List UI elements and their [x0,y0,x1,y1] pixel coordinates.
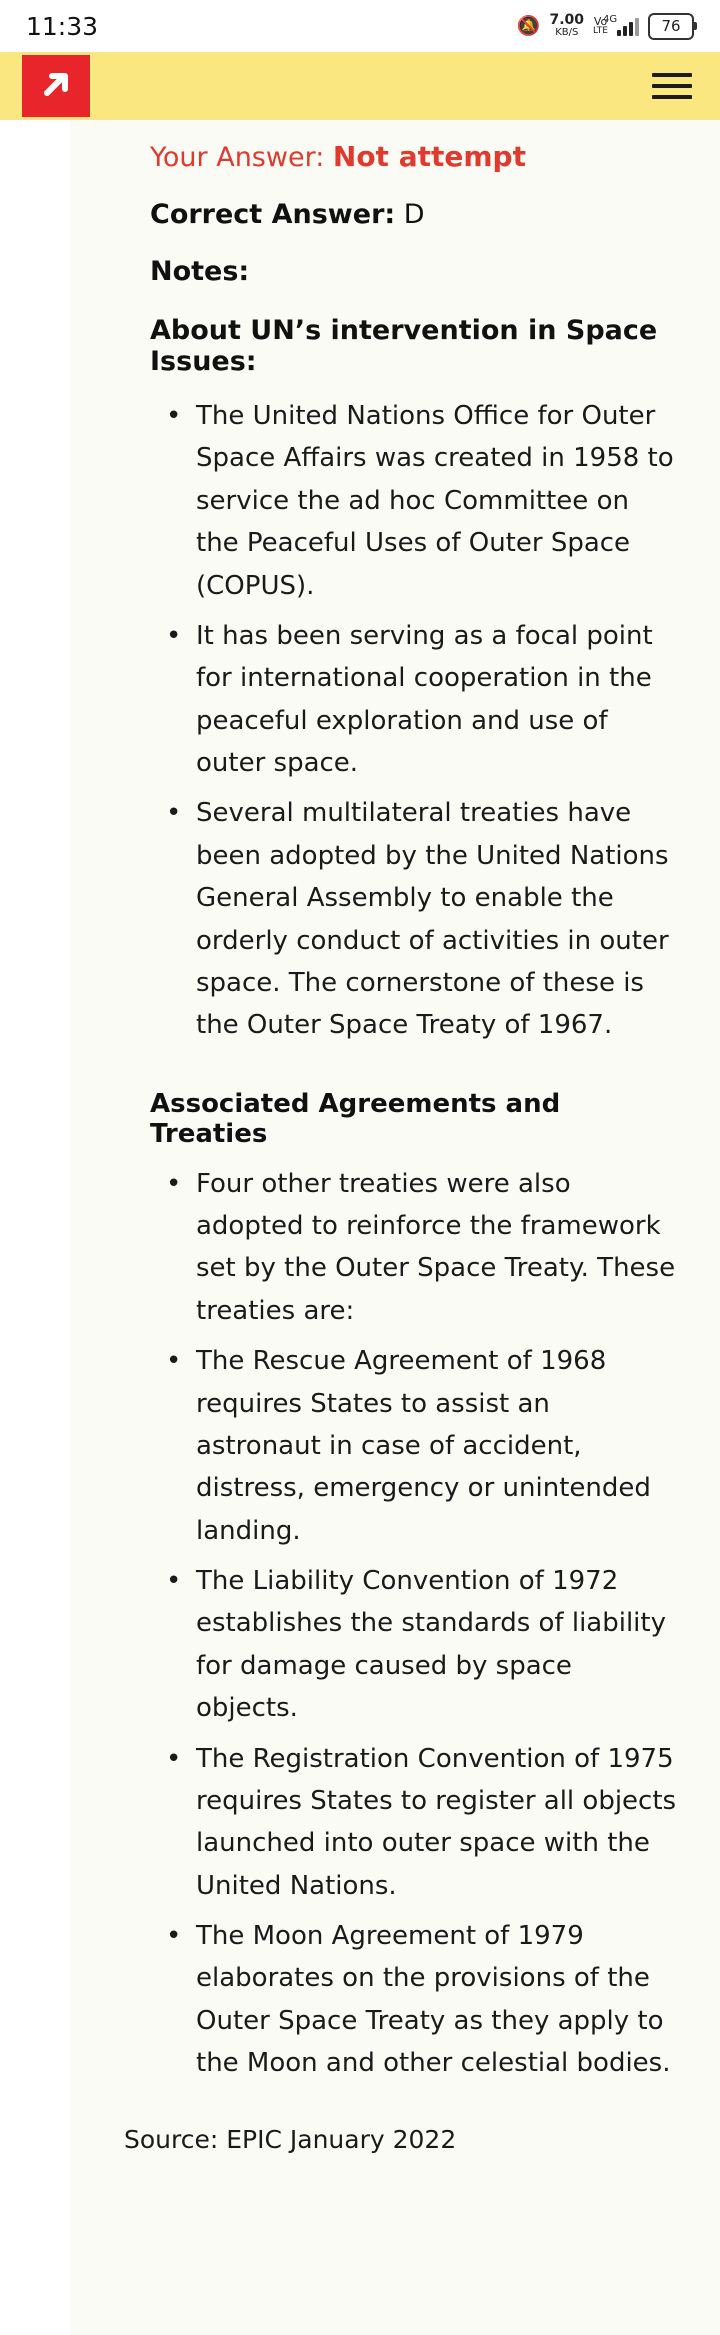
section-title-associated-agreements: Associated Agreements and Treaties [150,1088,561,1149]
network-speed-value: 7.00 [549,12,585,29]
correct-answer-value: D [403,199,425,230]
hamburger-menu-icon[interactable] [652,73,692,99]
app-header-bar [0,52,720,120]
menu-line [652,73,692,77]
signal-strength-icon [603,14,639,36]
list-item: • The Liability Convention of 1972 establishes the standards of liability for damage caused by space objects. [196,1560,678,1730]
list-item: • Four other treaties were also adopted to reinforce the framework set by the Outer Space Treaty. These treaties are: [196,1163,678,1333]
your-answer-label: Your Answer: [150,142,325,173]
signal-bar [617,30,621,36]
network-type-label: 4G [603,14,618,25]
list-item: • Several multilateral treaties have been adopted by the United Nations General Assembly to enable the orderly conduct of activities in outer space. The cornerstone of these is the Outer Space Treaty of 1967. [196,792,678,1046]
volte-bottom-label: LTE [593,26,608,37]
list-item: • The Registration Convention of 1975 requires States to register all objects launched into outer space with the United Nations. [196,1738,678,1908]
network-speed-unit: KB/S [555,27,579,39]
notes-label: Notes: [150,256,250,287]
battery-level: 76 [661,17,681,35]
menu-line [652,95,692,99]
list-item: • The Rescue Agreement of 1968 requires States to assist an astronaut in case of accident, distress, emergency or unintended landing. [196,1340,678,1552]
menu-line [652,84,692,88]
your-answer-row [150,140,678,173]
your-answer-value: Not attempt [332,140,526,173]
status-bar [0,0,720,52]
correct-answer-label: Correct Answer: [150,199,396,230]
bell-mute-icon: 🔕 [516,14,541,37]
question-explanation-panel [68,120,720,2335]
arrow-up-right-logo[interactable] [22,55,90,117]
correct-answer-row [150,199,678,230]
section-1-bullet-list [150,395,678,1047]
battery-icon [648,13,694,40]
source-text: Source: EPIC January 2022 [124,2124,457,2154]
section-2-bullet-list [150,1163,678,2085]
status-time: 11:33 [26,11,99,41]
volte-top-label: Vo [593,14,608,28]
signal-bar [629,22,633,36]
section-title-un-intervention: About UN’s intervention in Space Issues: [150,315,658,377]
network-speed-indicator [549,13,584,38]
status-icons [517,13,694,40]
list-item: • The United Nations Office for Outer Space Affairs was created in 1958 to service the ad hoc Committee on the Peaceful Uses of Outer Space (COPUS). [196,395,678,607]
signal-bar [635,18,639,36]
section-spacer [150,1055,678,1089]
signal-bar [623,26,627,36]
list-item: • It has been serving as a focal point for international cooperation in the peaceful exploration and use of outer space. [196,615,678,785]
list-item: • The Moon Agreement of 1979 elaborates on the provisions of the Outer Space Treaty as they apply to the Moon and other celestial bodies. [196,1915,678,2085]
